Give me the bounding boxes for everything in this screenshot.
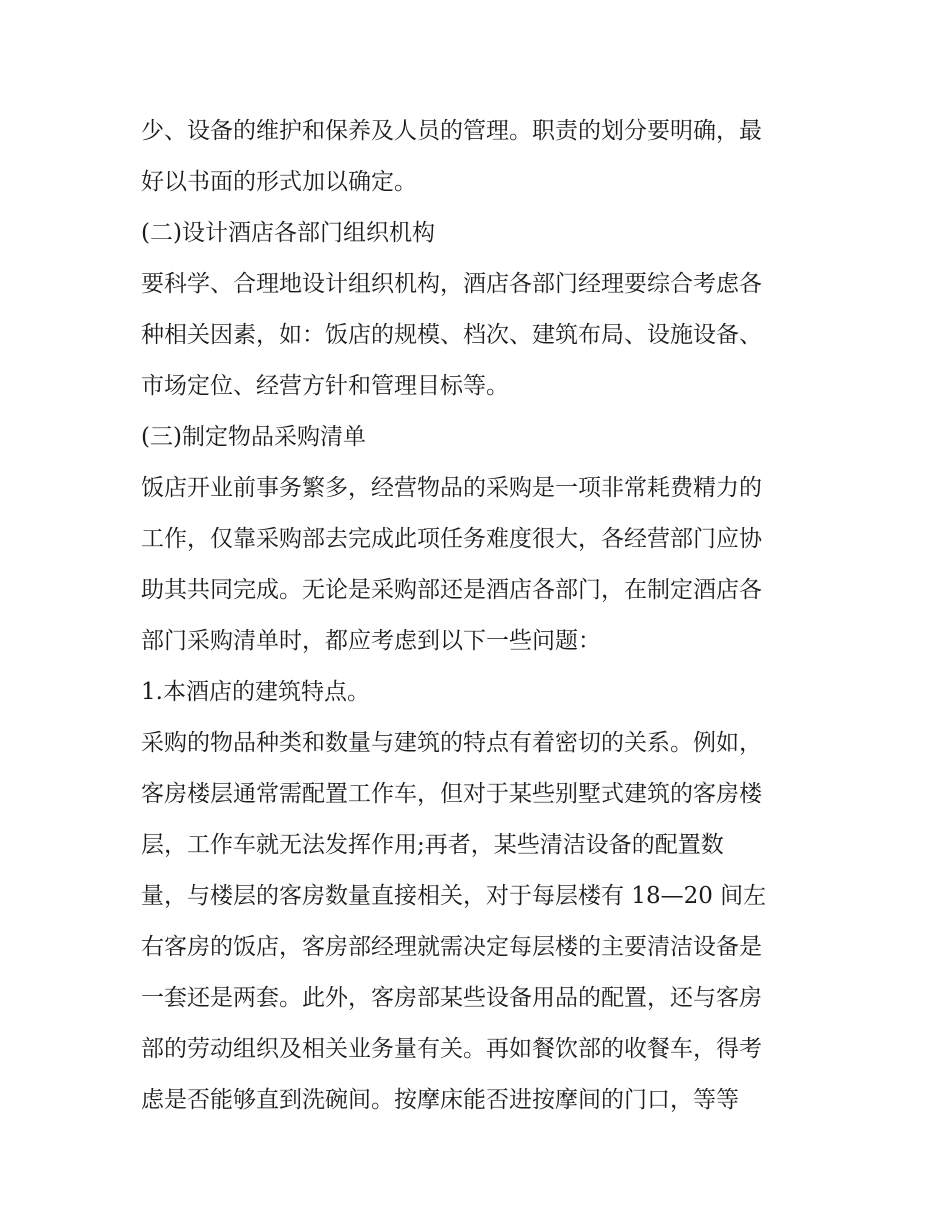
document-body (141, 106, 813, 1126)
text-line: 右客房的饭店，客房部经理就需决定每层楼的主要清洁设备是 (141, 934, 762, 960)
text-line: 一套还是两套。此外，客房部某些设备用品的配置，还与客房 (141, 985, 762, 1011)
section-heading: (三)制定物品采购清单 (141, 424, 366, 450)
text-line: 部门采购清单时，都应考虑到以下一些问题： (141, 628, 601, 654)
text-line: 助其共同完成。无论是采购部还是酒店各部门，在制定酒店各 (141, 577, 762, 603)
text-line: 市场定位、经营方针和管理目标等。 (141, 373, 509, 399)
text-line: 要科学、合理地设计组织机构，酒店各部门经理要综合考虑各 (141, 271, 762, 297)
text-line: 饭店开业前事务繁多，经营物品的采购是一项非常耗费精力的 (141, 475, 762, 501)
text-line: 好以书面的形式加以确定。 (141, 169, 417, 195)
text-line: 客房楼层通常需配置工作车，但对于某些别墅式建筑的客房楼 (141, 781, 762, 807)
text-line: 工作，仅靠采购部去完成此项任务难度很大，各经营部门应协 (141, 526, 762, 552)
text-line: 采购的物品种类和数量与建筑的特点有着密切的关系。例如， (141, 730, 762, 756)
text-line: 种相关因素，如：饭店的规模、档次、建筑布局、设施设备、 (141, 322, 762, 348)
text-line: 层，工作车就无法发挥作用;再者，某些清洁设备的配置数 (141, 832, 724, 858)
numbered-item-heading: 1.本酒店的建筑特点。 (141, 679, 370, 705)
text-line: 部的劳动组织及相关业务量有关。再如餐饮部的收餐车，得考 (141, 1036, 762, 1062)
text-line: 虑是否能够直到洗碗间。按摩床能否进按摩间的门口，等等 (141, 1087, 739, 1113)
text-line: 量，与楼层的客房数量直接相关，对于每层楼有 18—20 间左 (141, 883, 767, 909)
text-line: 少、设备的维护和保养及人员的管理。职责的划分要明确，最 (141, 118, 762, 144)
section-heading: (二)设计酒店各部门组织机构 (141, 220, 435, 246)
